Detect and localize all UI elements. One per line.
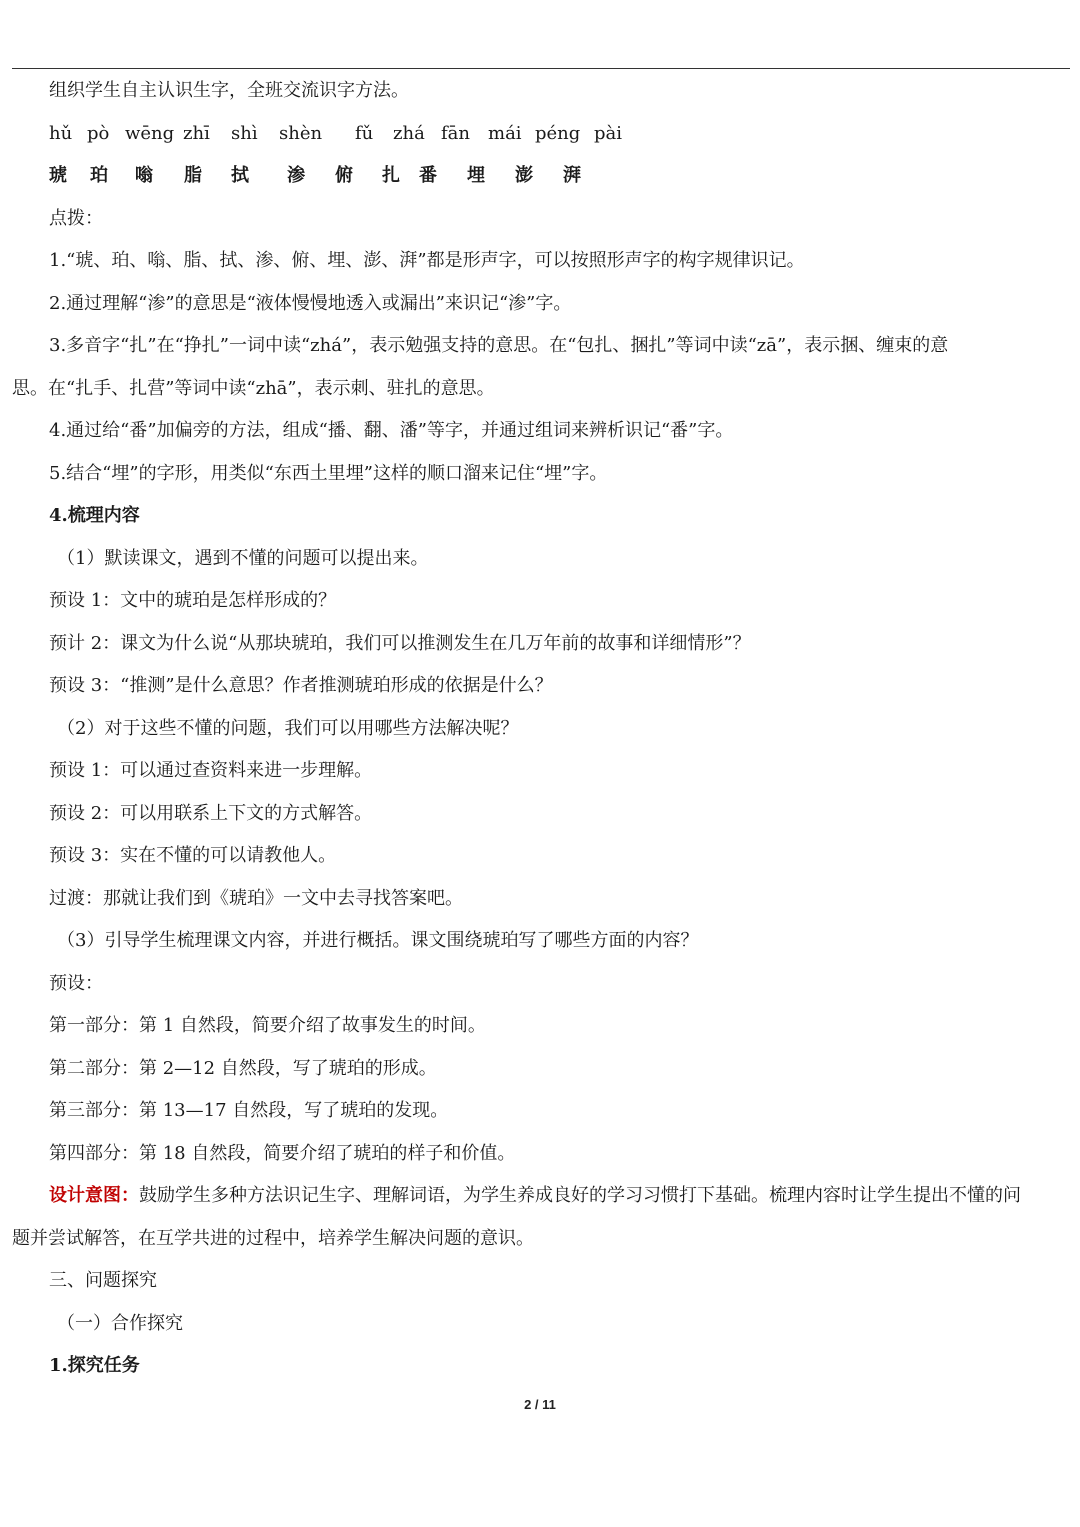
paragraph: 过渡：那就让我们到《琥珀》一文中去寻找答案吧。: [49, 887, 463, 909]
pinyin-item: pò: [87, 122, 110, 144]
hanzi-item: 脂: [184, 165, 202, 186]
paragraph: 预设 1：文中的琥珀是怎样形成的？: [49, 590, 337, 611]
paragraph: 第一部分：第 1 自然段，简要介绍了故事发生的时间。: [49, 1015, 486, 1036]
hanzi-item: 珀: [90, 165, 108, 186]
pinyin-item: zhī: [183, 122, 210, 144]
design-intent-label: 设计意图：: [49, 1185, 139, 1206]
paragraph: 预设：: [49, 972, 103, 994]
pinyin-item: wēng: [125, 122, 175, 144]
hanzi-item: 俯: [335, 165, 353, 186]
paragraph: （1）默读课文，遇到不懂的问题可以提出来。: [57, 547, 429, 569]
paragraph: 第二部分：第 2—12 自然段，写了琥珀的形成。: [49, 1057, 437, 1079]
hanzi-item: 渗: [287, 165, 305, 186]
paragraph: （3）引导学生梳理课文内容，并进行概括。课文围绕琥珀写了哪些方面的内容？: [57, 930, 699, 951]
paragraph: 组织学生自主认识生字，全班交流识字方法。: [49, 80, 409, 101]
hanzi-item: 湃: [563, 165, 581, 186]
pinyin-row: [12, 113, 1070, 156]
subsection-heading: （一）合作探究: [57, 1312, 183, 1334]
hanzi-item: 番: [419, 165, 437, 186]
paragraph: 4.通过给“番”加偏旁的方法，组成“播、翻、潘”等字，并通过组词来辨析识记“番”字。: [49, 420, 734, 441]
paragraph: 预设 3：“推测”是什么意思？作者推测琥珀形成的依据是什么？: [49, 675, 553, 696]
hanzi-item: 埋: [467, 165, 485, 186]
paragraph: 点拨：: [49, 207, 103, 229]
hanzi-item: 琥: [49, 165, 67, 186]
pinyin-item: hǔ: [49, 122, 73, 144]
paragraph: 预设 1：可以通过查资料来进一步理解。: [49, 760, 373, 781]
section-heading: 1.探究任务: [49, 1355, 140, 1376]
hanzi-item: 拭: [231, 165, 249, 186]
pinyin-item: shì: [231, 122, 258, 144]
document-body: [12, 70, 1070, 1388]
pinyin-item: mái: [488, 122, 522, 144]
hanzi-item: 嗡: [135, 165, 153, 186]
paragraph: 预设 2：可以用联系上下文的方式解答。: [49, 802, 373, 824]
paragraph: （2）对于这些不懂的问题，我们可以用哪些方法解决呢？: [57, 717, 519, 739]
paragraph: 1.“琥、珀、嗡、脂、拭、渗、俯、埋、澎、湃”都是形声字，可以按照形声字的构字规律识记。: [49, 250, 805, 271]
hanzi-item: 澎: [515, 165, 533, 186]
hanzi-row: [12, 155, 1070, 198]
design-intent-text: 鼓励学生多种方法识记生字、理解词语，为学生养成良好的学习习惯打下基础。梳理内容时让学生提出不懂的问: [139, 1185, 1021, 1206]
section-heading: 三、问题探究: [49, 1270, 157, 1291]
pinyin-item: péng: [535, 122, 581, 144]
header-rule: [12, 68, 1070, 69]
pinyin-item: fān: [441, 122, 470, 144]
design-intent-paragraph: [12, 1175, 1070, 1218]
pinyin-item: shèn: [279, 122, 323, 144]
paragraph: 预计 2：课文为什么说“从那块琥珀，我们可以推测发生在几万年前的故事和详细情形”？: [49, 632, 751, 654]
hanzi-item: 扎: [382, 165, 400, 186]
pinyin-item: pài: [594, 122, 623, 144]
pinyin-item: fǔ: [355, 122, 374, 144]
page-number: 2 / 11: [524, 1397, 556, 1412]
paragraph: 2.通过理解“渗”的意思是“液体慢慢地透入或漏出”来识记“渗”字。: [49, 292, 572, 314]
paragraph: 第四部分：第 18 自然段，简要介绍了琥珀的样子和价值。: [49, 1142, 516, 1164]
paragraph: 5.结合“埋”的字形，用类似“东西土里埋”这样的顺口溜来记住“埋”字。: [49, 462, 608, 484]
paragraph: 3.多音字“扎”在“挣扎”一词中读“zhá”，表示勉强支持的意思。在“包扎、捆扎”等词中读“zā”，表示捆、缠束的意: [49, 335, 949, 356]
paragraph: 预设 3：实在不懂的可以请教他人。: [49, 845, 337, 866]
paragraph: 第三部分：第 13—17 自然段，写了琥珀的发现。: [49, 1100, 449, 1121]
pinyin-item: zhá: [393, 122, 425, 144]
section-heading: 4.梳理内容: [49, 505, 140, 526]
paragraph: 思。在“扎手、扎营”等词中读“zhā”，表示刺、驻扎的意思。: [12, 377, 495, 399]
paragraph: 题并尝试解答，在互学共进的过程中，培养学生解决问题的意识。: [12, 1227, 534, 1249]
